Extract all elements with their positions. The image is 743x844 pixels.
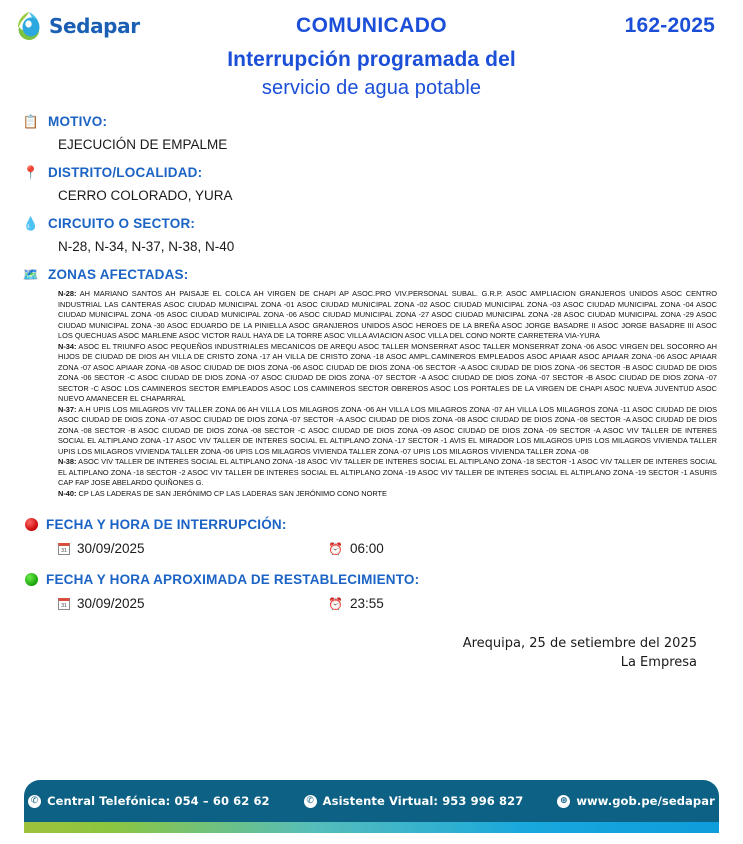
title-block	[0, 0, 743, 100]
green-dot-icon	[25, 573, 38, 586]
zone-text: ASOC VIV TALLER DE INTERES SOCIAL EL ALTIPLANO ZONA -18 ASOC VIV TALLER DE INTERES SOCIAL EL ALTIPLANO ZONA -18 SECTOR -1 ASOC VIV TALLER DE INTERES SOCIAL EL ALTIPLANO ZONA -18 SECTOR -2 ASOC VIV TALLER DE INTERES SOCIAL EL ALTIPLANO ZONA -19 ASOC VIV TALLER DE INTERES SOCIAL EL ALTIPLANO ZONA -19 SECTOR -1 ASURIS CAP FAP JOSE ABELARDO QUIÑONES G.	[58, 457, 717, 488]
restoration-date: 30/09/2025	[77, 596, 145, 612]
document-footer	[0, 780, 743, 844]
alarm-clock-icon: ⏰	[328, 596, 343, 611]
zone-text: CP LAS LADERAS DE SAN JERÓNIMO CP LAS LADERAS SAN JERÓNIMO CONO NORTE	[76, 488, 387, 498]
phone-icon: ✆	[28, 795, 41, 808]
globe-icon: ⊕	[557, 795, 570, 808]
calendar-icon: 31	[58, 543, 70, 555]
subtitle-line-1: Interrupción programada del	[227, 48, 516, 71]
circuito-label: CIRCUITO O SECTOR:	[48, 215, 196, 231]
restoration-schedule	[22, 568, 723, 619]
footer-website[interactable]	[557, 794, 715, 808]
document-body	[0, 110, 743, 673]
zone-key: N-38:	[58, 457, 77, 467]
distrito-label: DISTRITO/LOCALIDAD:	[48, 164, 203, 180]
footer-phone[interactable]	[28, 794, 270, 808]
footer-gradient-bar	[24, 822, 719, 833]
motivo-label: MOTIVO:	[48, 113, 108, 129]
sedapar-wordmark: Sedapar	[49, 14, 140, 38]
field-zonas	[22, 263, 723, 285]
zone-entry	[58, 289, 717, 342]
footer-website-label: www.gob.pe/sedapar	[576, 794, 715, 808]
zone-entry	[58, 405, 717, 458]
field-distrito	[22, 161, 723, 210]
interruption-time: 06:00	[349, 541, 384, 557]
zone-text: A.H UPIS LOS MILAGROS VIV TALLER ZONA 06 AH VILLA LOS MILAGROS ZONA -06 AH VILLA LOS MILAGROS ZONA -07 AH VILLA LOS MILAGROS ZONA -11 ASOC CIUDAD DE DIOS ASOC CIUDAD DE DIOS ZONA -07 ASOC CIUDAD DE DIOS ZONA -07 SECTOR -A ASOC CIUDAD DE DIOS ZONA -08 ASOC CIUDAD DE DIOS ZONA -08 SECTOR -A ASOC CIUDAD DE DIOS ZONA -08 SECTOR -B ASOC CIUDAD DE DIOS ZONA -08 SECTOR -C ASOC CIUDAD DE DIOS ZONA -09 ASOC CIUDAD DE DIOS ZONA -09 SECTOR -A ASOC VIV TALLER DE INTERES SOCIAL EL ALTIPLANO ZONA -17 ASOC VIV TALLER DE INTERES SOCIAL EL ALTIPLANO ZONA -17 SECTOR -1 AVIS EL MIRADOR LOS MILAGROS UPIS LOS MILAGROS VIVIENDA TALLER UPIS LOS MILAGROS VIVIENDA TALLER ZONA -06 UPIS LOS MILAGROS VIVIENDA TALLER ZONA -07 UPIS LOS MILAGROS VIVIENDA TALLER ZONA -08	[58, 404, 717, 456]
footer-whatsapp-label: Asistente Virtual: 953 996 827	[322, 794, 524, 808]
footer-contact-bar	[24, 780, 719, 822]
calendar-icon: 31	[58, 598, 70, 610]
zonas-label: ZONAS AFECTADAS:	[48, 266, 189, 282]
zone-text: AH MARIANO SANTOS AH PAISAJE EL COLCA AH VIRGEN DE CHAPI AP ASOC.PRO VIV.PERSONAL SUBAL. G.R.P. ASOC AMPLIACION GRANJEROS UNIDOS ASOC CENTRO INDUSTRIAL LAS CANTERAS ASOC CIUDAD MUNICIPAL ZONA -01 ASOC CIUDAD MUNICIPAL ZONA -02 ASOC CIUDAD MUNICIPAL ZONA -03 ASOC CIUDAD MUNICIPAL ZONA -04 ASOC CIUDAD MUNICIPAL ZONA -05 ASOC CIUDAD MUNICIPAL ZONA -06 ASOC CIUDAD MUNICIPAL ZONA -27 ASOC CIUDAD MUNICIPAL ZONA -28 ASOC CIUDAD MUNICIPAL ZONA -29 ASOC CIUDAD MUNICIPAL ZONA -30 ASOC EDUARDO DE LA PINIELLA ASOC GRANJEROS UNIDOS ASOC HEROES DE LA BREÑA ASOC JORGE BASADRE II ASOC JORGE BASADRE III ASOC LOS QUECHUAS ASOC MARLENE ASOC VICTOR RAUL HAYA DE LA TORRE ASOC VILLA AVIACION ASOC VILLA DEL CONO NORTE CARRETERA VIA-YURA	[58, 289, 717, 341]
zones-list	[58, 289, 717, 499]
zone-key: N-28:	[58, 289, 77, 298]
interruption-date: 30/09/2025	[77, 541, 145, 557]
map-icon: 🗺️	[22, 266, 40, 282]
map-pin-icon: 📍	[22, 164, 40, 180]
zone-entry	[58, 457, 717, 489]
footer-whatsapp[interactable]	[304, 794, 524, 808]
signature-author: La Empresa	[620, 655, 697, 671]
zone-key: N-40:	[58, 488, 77, 498]
footer-phone-label: Central Telefónica: 054 – 60 62 62	[47, 794, 270, 808]
phone-icon: ✆	[304, 795, 317, 808]
subtitle-line-2: servicio de agua potable	[261, 77, 482, 99]
interruption-date-cell	[58, 541, 328, 556]
field-circuito	[22, 212, 723, 261]
interruption-time-cell	[328, 541, 384, 556]
zone-key: N-37:	[58, 404, 77, 414]
interruption-label: FECHA Y HORA DE INTERRUPCIÓN:	[46, 516, 287, 532]
zone-key: N-34:	[58, 341, 77, 351]
water-drop-icon: 💧	[22, 215, 40, 231]
distrito-value: CERRO COLORADO, YURA	[58, 188, 233, 203]
red-dot-icon	[25, 518, 38, 531]
restoration-date-cell	[58, 596, 328, 611]
footer-spacer	[0, 833, 743, 844]
signature-place-date: Arequipa, 25 de setiembre del 2025	[462, 636, 697, 652]
document-header	[0, 0, 743, 110]
zone-entry	[58, 342, 717, 405]
circuito-value: N-28, N-34, N-37, N-38, N-40	[58, 239, 235, 254]
zone-text: ASOC EL TRIUNFO ASOC PEQUEÑOS INDUSTRIALES MECANICOS DE AREQU ASOC TALLER MONSERRAT ASOC TALLER MONSERRAT ZONA -06 ASOC VIRGEN DEL SOCORRO AH HIJOS DE CIUDAD DE DIOS AH VILLA DE CRISTO ZONA -17 AH VILLA DE CRISTO ZONA -18 ASOC AMPL.CAMINEROS EMPLEADOS ASOC APIAAR ASOC APIAAR ZONA -06 ASOC APIAAR ZONA -07 ASOC APIAAR ZONA -08 ASOC CIUDAD DE DIOS ZONA -06 ASOC CIUDAD DE DIOS ZONA -06 SECTOR -A ASOC CIUDAD DE DIOS ZONA -06 SECTOR -B ASOC CIUDAD DE DIOS ZONA -06 SECTOR -C ASOC CIUDAD DE DIOS ZONA -07 ASOC CIUDAD DE DIOS ZONA -07 SECTOR -A ASOC CIUDAD DE DIOS ZONA -07 SECTOR -B ASOC CIUDAD DE DIOS ZONA -07 SECTOR -C ASOC LOS CAMINEROS SECTOR EMPLEADOS ASOC LOS CAMINEROS SECTOR OBREROS ASOC LOS PORTALES DE LA VIRGEN DE CHAPI ASOC NUEVA JUVENTUD ASOC NUEVO AMANECER EL CHAPARRAL	[58, 341, 717, 404]
signature-block	[22, 635, 723, 673]
restoration-time-cell	[328, 596, 384, 611]
restoration-label: FECHA Y HORA APROXIMADA DE RESTABLECIMIENTO:	[46, 571, 420, 587]
page-title: COMUNICADO	[296, 14, 447, 37]
alarm-clock-icon: ⏰	[328, 541, 343, 556]
clipboard-icon: 📋	[22, 113, 40, 129]
restoration-time: 23:55	[349, 596, 384, 612]
field-motivo	[22, 110, 723, 159]
zone-entry	[58, 489, 717, 500]
comunicado-number: 162-2025	[624, 14, 715, 37]
motivo-value: EJECUCIÓN DE EMPALME	[58, 137, 228, 152]
interruption-schedule	[22, 513, 723, 564]
